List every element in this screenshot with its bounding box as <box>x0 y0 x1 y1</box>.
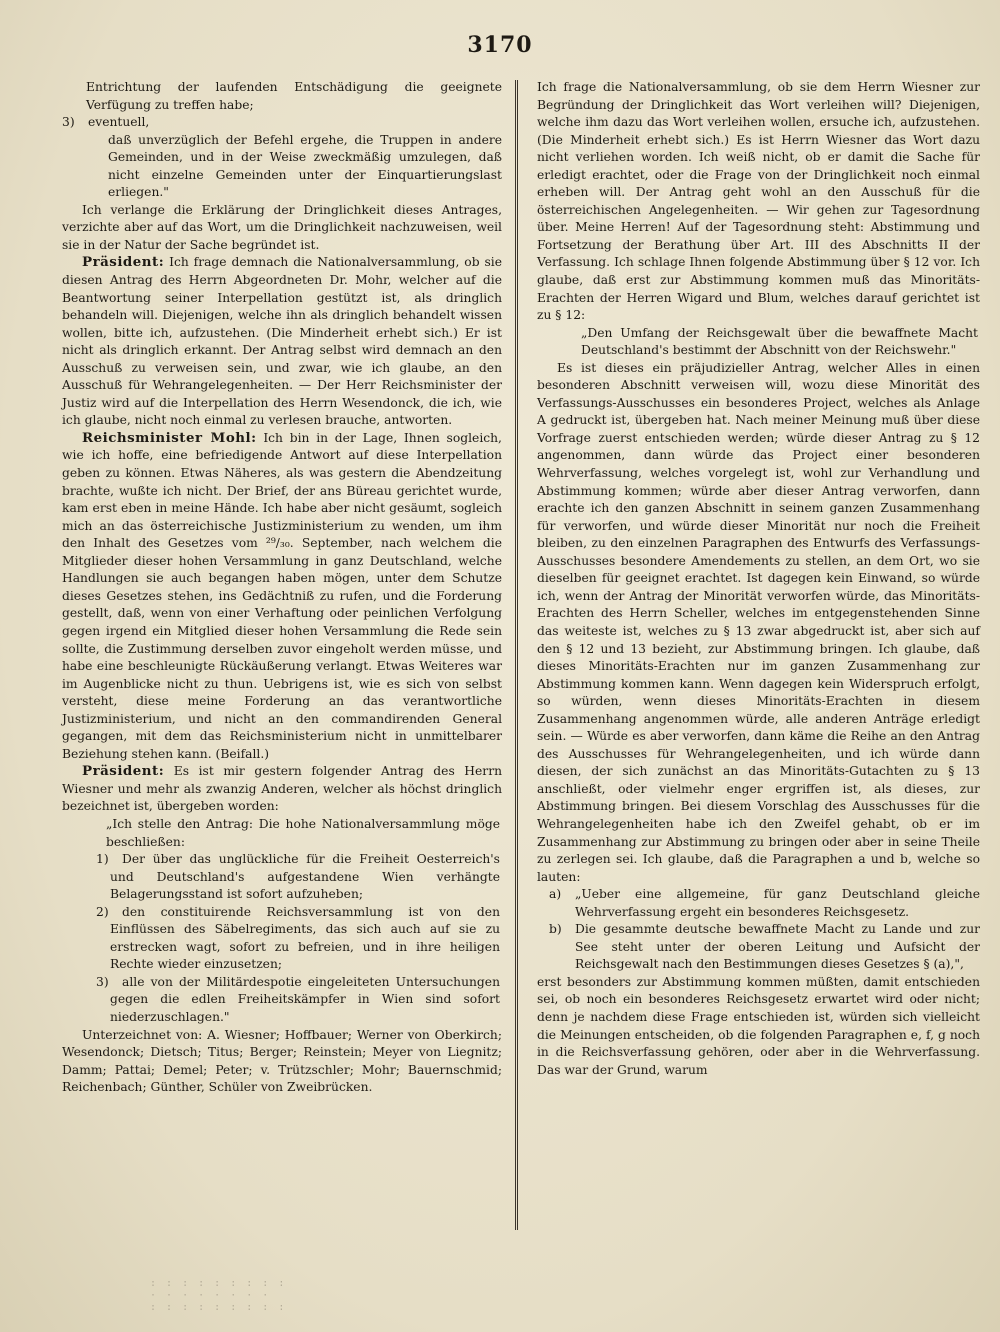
list-number: 3) <box>96 974 109 989</box>
list-number: 1) <box>96 852 109 867</box>
list-number: 3) <box>62 115 75 130</box>
paragraph-minister-mohl <box>62 430 502 763</box>
paragraph-a-text: „Ueber eine allgemeine, für ganz Deutschland gleiche Wehrverfassung ergeht ein besonderes Reichsgesetz. <box>575 887 980 919</box>
speaker-name: Präsident: <box>82 254 165 271</box>
list-item-3-text: daß unverzüglich der Befehl ergehe, die Truppen in andere Gemeinden, und in der Weise zweckmäßig umzulegen, daß nicht einzelne Gemeinden unter der Einquartierungslast erliegen." <box>108 132 502 200</box>
quote-intro: „Ich stelle den Antrag: Die hohe Nationalversammlung möge beschließen: <box>106 816 500 849</box>
faded-print-marks: : : : : : : : : : · · · · · · · · : : : : : : : : : <box>150 1278 287 1313</box>
speech-text: Es ist mir gestern folgender Antrag des Herrn Wiesner und mehr als zwanzig Anderen, welcher als höchst dringlich bezeichnet ist, übergeben worden: <box>62 764 502 814</box>
quote-text: den constituirende Reichsversammlung ist von den Einflüssen des Säbelregiments, das sich auch auf sie zu erstrecken wagt, sofort zu befreien, und in ihre heiligen Rechte wieder einzusetzen; <box>110 904 500 972</box>
paragraph-urgency-request: Ich verlange die Erklärung der Dringlichkeit dieses Antrages, verzichte aber auf das Wort, um die Dringlichkeit nachzuweisen, weil sie in der Natur der Sache begründet ist. <box>62 202 502 252</box>
signatures: Unterzeichnet von: A. Wiesner; Hoffbauer; Werner von Oberkirch; Wesendonck; Dietsch; Titus; Berger; Reinstein; Meyer von Liegnitz; Damm; Pattai; Demel; Peter; v. Trützschler; Mohr; Bauernschmid; Reichenbach; Günther, Schüler von Zweibrücken. <box>62 1027 502 1095</box>
page-number: 3170 <box>467 32 533 58</box>
column-divider <box>515 80 518 1230</box>
paragraph-b-text: Die gesammte deutsche bewaffnete Macht zu Lande und zur See steht unter der oberen Leitung und Aufsicht der Reichsgewalt nach den Bestimmungen dieses Gesetzes § (a),", <box>575 922 980 972</box>
list-number: b) <box>549 922 562 937</box>
paragraph-b <box>537 921 980 974</box>
speaker-name: Reichsminister Mohl: <box>82 429 257 446</box>
quote-item-1 <box>62 851 502 904</box>
quote-section-12: „Den Umfang der Reichsgewalt über die bewaffnete Macht Deutschland's bestimmt der Abschnitt von der Reichswehr." <box>581 325 978 358</box>
speech-text: Ich frage demnach die Nationalversammlung, ob sie diesen Antrag des Herrn Abgeordneten Dr. Mohr, welcher auf die Beantwortung seiner Interpellation gestützt ist, als dringlich behandeln will. Diejenigen, welche ihn als dringlich behandelt wissen wollen, bitte ich, aufzustehen. (Die Minderheit erhebt sich.) Er ist nicht als dringlich erkannt. Der Antrag selbst wird demnach an den Ausschuß zu verweisen sein, und zwar, wie ich glaube, an den Ausschuß für Wehrangelegenheiten. — Der Herr Reichsminister der Justiz wird auf die Interpellation des Herrn Wesendonck, die ich, wie ich glaube, nicht noch einmal zu verlesen brauche, antworten. <box>62 255 502 428</box>
paragraph-president-1 <box>62 254 502 429</box>
quote-text: Der über das unglückliche für die Freiheit Oesterreich's und Deutschland's aufgestandene Wien verhängte Belagerungsstand ist sofort aufzuheben; <box>110 852 500 902</box>
list-item-label: eventuell, <box>88 115 150 130</box>
list-number: 2) <box>96 904 109 919</box>
paragraph-continuation: Entrichtung der laufenden Entschädigung die geeignete Verfügung zu treffen habe; <box>86 80 502 112</box>
quote-item-3 <box>62 974 502 1027</box>
left-column <box>62 79 502 1097</box>
right-column <box>537 79 980 1079</box>
paragraph-president-2 <box>62 763 502 816</box>
paragraph-explanation: Es ist dieses ein präjudizieller Antrag, welcher Alles in einen besonderen Abschnitt verweisen will, wozu diese Minorität des Verfassungs-Ausschusses ein besonderes Project, welches als Anlage A gedruckt ist, übergeben hat. Nach meiner Meinung muß über diese Vorfrage zuerst entschieden werden; würde dieser Antrag zu § 12 angenommen, dann würde das Project einer besonderen Wehrverfassung, welches vorgelegt ist, wohl zur Verhandlung und Abstimmung kommen; würde aber dieser Antrag verworfen, dann erachte ich den ganzen Abschnitt in seinem ganzen Zusammenhang für verworfen, und würde dieser Minorität nur noch die Freiheit bleiben, zu den einzelnen Paragraphen des Entwurfs des Verfassungs-Ausschusses besondere Amendements zu stellen, an dem Ort, wo sie dieselben für geeignet erachtet. Ist dagegen kein Einwand, so würde ich, wenn der Antrag der Minorität verworfen würde, das Minoritäts-Erachten des Herrn Scheller, welches im entgegenstehenden Sinne das weiteste ist, welches zu § 13 zwar abgedruckt ist, aber sich auf den § 12 und 13 bezieht, zur Abstimmung bringen. Ich glaube, daß dieses Minoritäts-Erachten nur im ganzen Zusammenhang zur Abstimmung kommen kann. Wenn dagegen kein Widerspruch erfolgt, so würden, wenn dieses Minoritäts-Erachten in diesem Zusammenhang angenommen würde, alle anderen Anträge erledigt sein. — Würde es aber verworfen, dann käme die Reihe an den Antrag des Ausschusses für Wehrangelegenheiten, und ich würde dann diesen, der sich zunächst an das Minoritäts-Gutachten zu § 13 anschließt, oder vielmehr enger ergriffen ist, als dieses, zur Abstimmung bringen. Bei diesem Vorschlag des Ausschusses für die Wehrangelegenheiten habe ich den Zweifel gehabt, ob er im Zusammenhang zur Abstimmung zu bringen oder aber in seine Theile zu zerlegen sei. Ich glaube, daß die Paragraphen a und b, welche so lauten: <box>537 360 980 884</box>
paragraph-a <box>537 886 980 921</box>
list-number: a) <box>549 887 562 902</box>
paragraph-president-3: Ich frage die Nationalversammlung, ob sie dem Herrn Wiesner zur Begründung der Dringlichkeit das Wort verleihen will? Diejenigen, welche ihm dazu das Wort verleihen wollen, ersuche ich, aufzustehen. (Die Minderheit erhebt sich.) Es ist Herrn Wiesner das Wort dazu nicht verliehen worden. Ich weiß nicht, ob er damit die Sache für erledigt erachtet, oder die Frage von der Dringlichkeit noch einmal erheben will. Der Antrag geht wohl an den Ausschuß für die österreichischen Angelegenheiten. — Wir gehen zur Tagesordnung über. Meine Herren! Auf der Tagesordnung steht: Abstimmung und Fortsetzung der Berathung über Art. III des Abschnitts II der Verfassung. Ich schlage Ihnen folgende Abstimmung über § 12 vor. Ich glaube, daß erst zur Abstimmung kommen muß das Minoritäts-Erachten der Herren Wigard und Blum, welches darauf gerichtet ist zu § 12: <box>537 80 980 323</box>
paragraph-conclusion: erst besonders zur Abstimmung kommen müßten, damit entschieden sei, ob noch ein besonderes Reichsgesetz erwartet wird oder nicht; denn je nachdem diese Frage entschieden ist, würden sich vielleicht die Meinungen entscheiden, ob die folgenden Paragraphen e, f, g noch in die Reichsverfassung gehören, oder aber in die Wehrverfassung. Das war der Grund, warum <box>537 974 980 1077</box>
quote-item-2 <box>62 904 502 974</box>
list-item-3 <box>62 114 502 132</box>
speech-text: Ich bin in der Lage, Ihnen sogleich, wie ich hoffe, eine befriedigende Antwort auf diese Interpellation geben zu können. Etwas Näheres, als was gestern die Abendzeitung brachte, wußte ich nicht. Der Brief, der ans Büreau gerichtet wurde, kam erst eben in meine Hände. Ich habe aber nicht gesäumt, sogleich mich an das österreichische Justizministerium zu wenden, um ihm den Inhalt des Gesetzes vom ²⁹/₃₀. September, nach welchem die Mitglieder dieser hohen Versammlung in ganz Deutschland, welche Handlungen sie auch begangen haben mögen, unter dem Schutze dieses Gesetzes stehen, ins Gedächtniß zu rufen, und die Forderung gestellt, daß, wenn von einer Verhaftung oder peinlichen Verfolgung gegen irgend ein Mitglied dieser hohen Versammlung die Rede sein sollte, die Zustimmung derselben zuvor eingeholt werden müsse, und habe eine beschleunigte Rückäußerung verlangt. Etwas Weiteres war im Augenblicke nicht zu thun. Uebrigens ist, wie es sich von selbst versteht, diese meine Forderung an das verantwortliche Justizministerium, und nicht an den commandirenden General gegangen, mit dem das Reichsministerium nicht in unmittelbarer Beziehung stehen kann. (Beifall.) <box>62 430 502 761</box>
speaker-name: Präsident: <box>82 763 165 780</box>
quote-text: alle von der Militärdespotie eingeleiteten Untersuchungen gegen die edlen Freiheitskämpfer in Wien sind sofort niederzuschlagen." <box>110 974 500 1024</box>
